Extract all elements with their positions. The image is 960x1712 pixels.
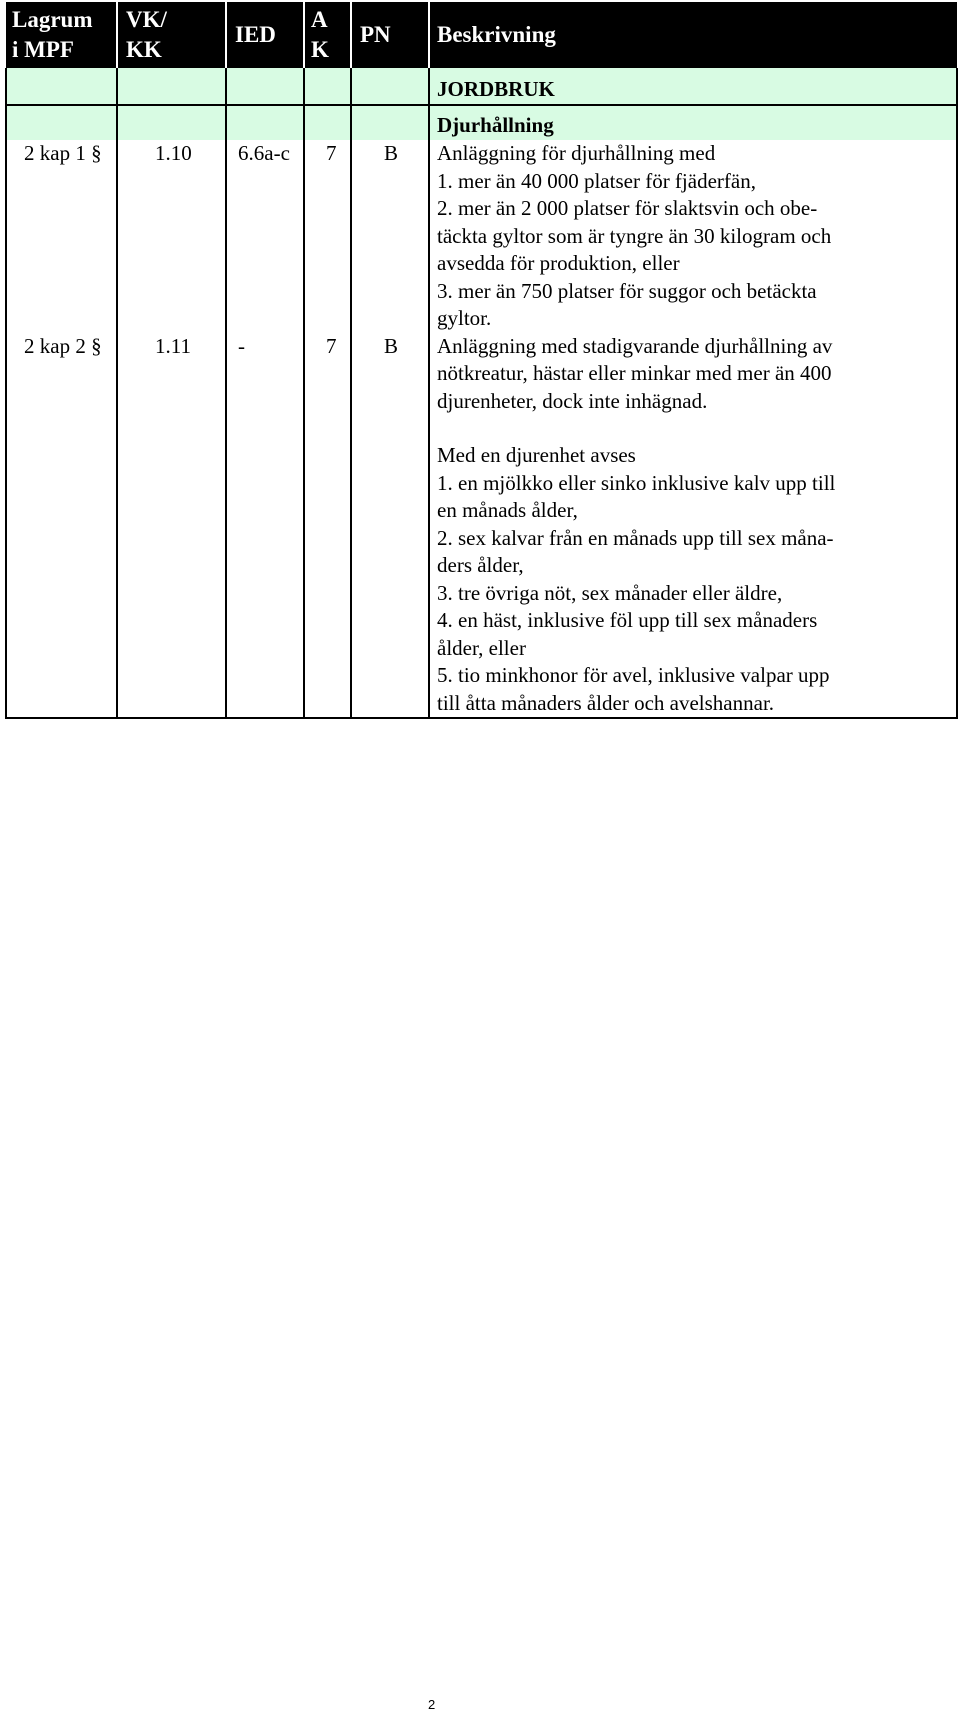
cell-pn: B (351, 140, 429, 333)
header-ak: A K (304, 2, 351, 68)
cell-vk-kk: 1.11 (117, 333, 226, 719)
header-beskrivning: Beskrivning (429, 2, 957, 68)
page-number: 2 (428, 1697, 436, 1712)
cell-ied: - (226, 333, 304, 719)
cell-lagrum: 2 kap 2 § (6, 333, 117, 719)
section-row-djurhallning (6, 105, 957, 140)
cell-ied: 6.6a-c (226, 140, 304, 333)
cell-ak: 7 (304, 333, 351, 719)
header-ied: IED (226, 2, 304, 68)
section-title-jordbruk: JORDBRUK (429, 68, 957, 105)
table-row (6, 333, 957, 719)
cell-ak: 7 (304, 140, 351, 333)
regulation-table (5, 2, 958, 719)
header-vk-kk: VK/ KK (117, 2, 226, 68)
cell-beskrivning: Anläggning med stadigvarande djurhållning av nötkreatur, hästar eller minkar med mer än 400 djurenheter, dock inte inhägnad. Med en djurenhet avses 1. en mjölkko eller sinko inklusive kalv upp till en månads ålder, 2. sex kalvar från en månads upp till sex måna- ders ålder, 3. tre övriga nöt, sex månader eller äldre, 4. en häst, inklusive föl upp till sex månaders ålder, eller 5. tio minkhonor för avel, inklusive valpar upp till åtta månaders ålder och avelshannar. (429, 333, 957, 719)
section-row-jordbruk (6, 68, 957, 105)
cell-vk-kk: 1.10 (117, 140, 226, 333)
header-pn: PN (351, 2, 429, 68)
header-lagrum: Lagrum i MPF (6, 2, 117, 68)
header-row (6, 2, 957, 68)
cell-pn: B (351, 333, 429, 719)
cell-beskrivning: Anläggning för djurhållning med 1. mer än 40 000 platser för fjäderfän, 2. mer än 2 000 platser för slaktsvin och obe- täckta gyltor som är tyngre än 30 kilogram och avsedda för produktion, eller 3. mer än 750 platser för suggor och betäckta gyltor. (429, 140, 957, 333)
table-row (6, 140, 957, 333)
cell-lagrum: 2 kap 1 § (6, 140, 117, 333)
section-title-djurhallning: Djurhållning (429, 105, 957, 140)
paragraph-gap (437, 415, 946, 442)
